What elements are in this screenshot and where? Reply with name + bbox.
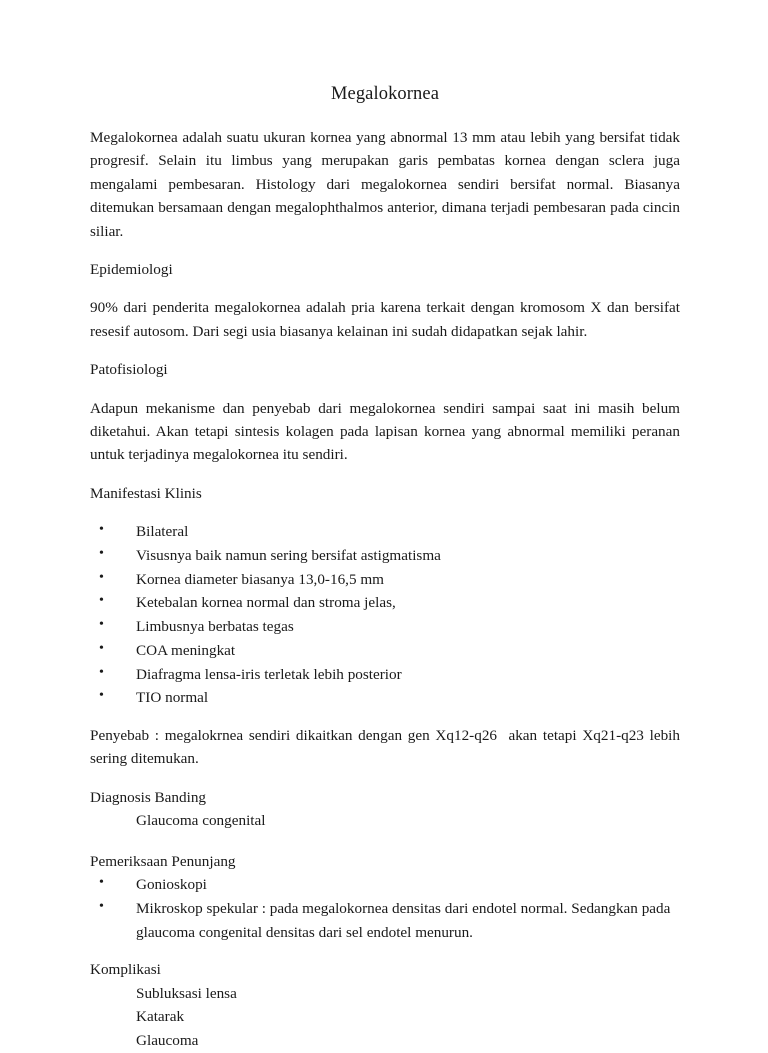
page-title: Megalokornea	[330, 84, 440, 104]
komplikasi-item: Glaucoma	[136, 1032, 199, 1050]
spacer	[90, 833, 680, 850]
komplikasi-item: Subluksasi lensa	[136, 984, 237, 1002]
list-item: • Mikroskop spekular : pada megalokornea densitas dari endotel normal. Sedangkan pada glaucoma congenital densitas dari sel endotel menurun.	[90, 897, 680, 944]
section-heading-pemeriksaan-penunjang: Pemeriksaan Penunjang	[90, 852, 236, 870]
list-item: • Visusnya baik namun sering bersifat astigmatisma	[90, 544, 680, 568]
list-item: • COA meningkat	[90, 639, 680, 663]
list-item: • Limbusnya berbatas tegas	[90, 615, 680, 639]
komplikasi-item: Katarak	[136, 1008, 185, 1026]
section-heading-epidemiologi: Epidemiologi	[90, 261, 173, 279]
diagnosis-banding-item: Glaucoma congenital	[136, 812, 266, 830]
section-heading-patofisiologi: Patofisiologi	[90, 361, 168, 379]
pemeriksaan-penunjang-list	[90, 873, 680, 944]
section-heading-manifestasi-klinis: Manifestasi Klinis	[90, 484, 202, 502]
list-item: • Kornea diameter biasanya 13,0-16,5 mm	[90, 568, 680, 592]
section-body-epidemiologi: 90% dari penderita megalokornea adalah pria karena terkait dengan kromosom X dan bersifat resesif autosom. Dari segi usia biasanya kelainan ini sudah didapatkan sejak lahir.	[90, 299, 680, 340]
list-item: • Gonioskopi	[90, 873, 680, 897]
section-body-patofisiologi: Adapun mekanisme dan penyebab dari megalokornea sendiri sampai saat ini masih belum diketahui. Akan tetapi sintesis kolagen pada lapisan kornea yang abnormal memiliki peranan untuk terjadinya megalokornea itu sendiri.	[90, 399, 680, 464]
list-item: • TIO normal	[90, 686, 680, 710]
list-item: • Bilateral	[90, 520, 680, 544]
document-body	[90, 84, 684, 1053]
section-body-penyebab: Penyebab : megalokrnea sendiri dikaitkan dengan gen Xq12-q26 akan tetapi Xq21-q23 lebih sering ditemukan.	[90, 726, 684, 768]
section-heading-komplikasi: Komplikasi	[90, 961, 161, 979]
intro-paragraph: Megalokornea adalah suatu ukuran kornea yang abnormal 13 mm atau lebih yang bersifat tidak progresif. Selain itu limbus yang merupakan garis pembatas kornea dengan sclera juga mengalami pembesaran. Histology dari megalokornea sendiri bersifat normal. Biasanya ditemukan bersamaan dengan megalophthalmos anterior, dimana terjadi pembesaran pada cincin siliar.	[90, 129, 680, 240]
list-item: • Diafragma lensa-iris terletak lebih posterior	[90, 663, 680, 687]
section-heading-diagnosis-banding: Diagnosis Banding	[90, 788, 207, 806]
list-item: • Ketebalan kornea normal dan stroma jelas,	[90, 591, 680, 615]
manifestasi-klinis-list	[90, 520, 680, 710]
